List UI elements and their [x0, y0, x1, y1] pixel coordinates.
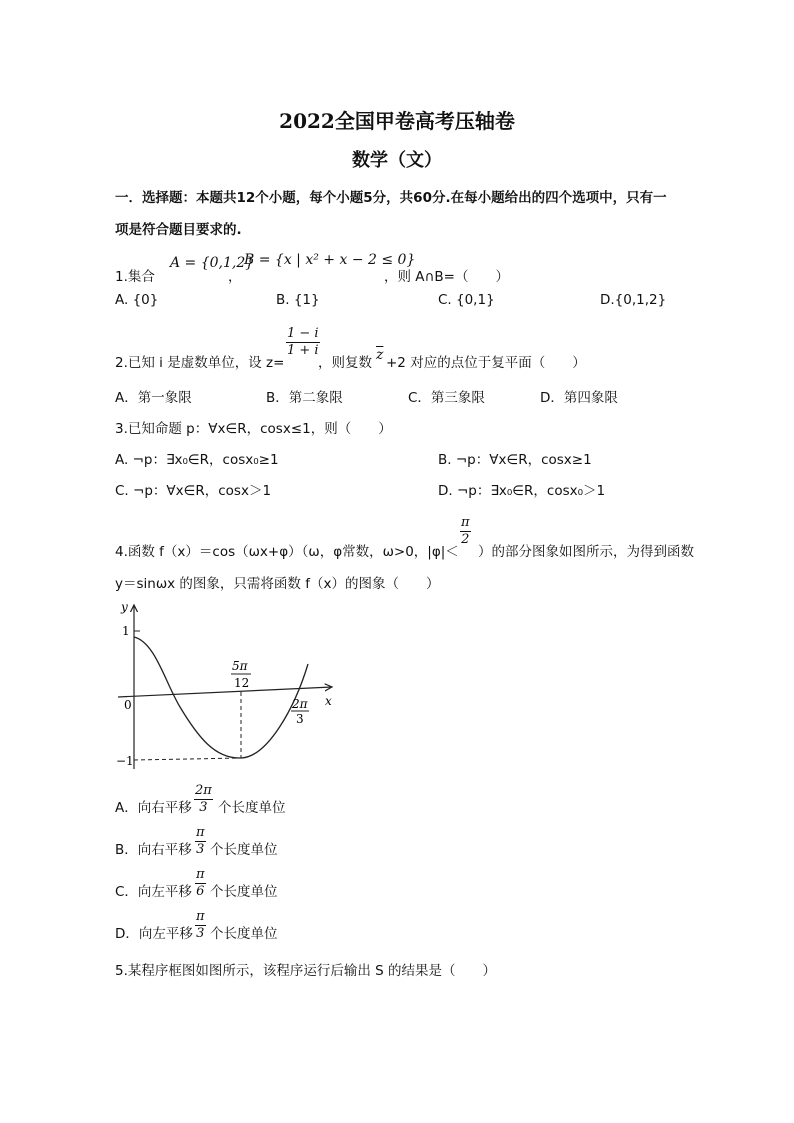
q4-option-b-suffix: 个长度单位	[210, 842, 278, 858]
q1-option-c: C. {0,1}	[438, 292, 495, 308]
q2-option-c: C．第三象限	[408, 390, 485, 406]
q4-option-d-den: 3	[196, 926, 205, 941]
q2-option-a: A．第一象限	[115, 390, 192, 406]
q1-option-b: B. {1}	[276, 292, 320, 308]
q1-set-a: A = {0,1,2}	[170, 255, 255, 271]
q4-option-a-prefix: A．向右平移	[115, 800, 192, 816]
q4-option-a-suffix: 个长度单位	[218, 800, 286, 816]
q1-comma: ，	[228, 269, 242, 285]
x-axis-label: x	[325, 694, 332, 708]
q4-stem-fraction-num: π	[461, 515, 470, 530]
q4-option-c-suffix: 个长度单位	[210, 884, 278, 900]
q4-option-d-num: π	[196, 909, 205, 924]
q4-option-a-den: 3	[199, 800, 208, 815]
q4-stem-b: ）的部分图象如图所示，为得到函数	[478, 544, 694, 560]
q2-suffix: +2 对应的点位于复平面（ ）	[386, 355, 586, 371]
q3-option-a: A. ¬p：∃x₀∈R，cosx₀≥1	[115, 452, 279, 468]
q3-option-c: C. ¬p：∀x∈R，cosx＞1	[115, 483, 272, 499]
q4-option-b-den: 3	[196, 842, 205, 857]
q4-graph	[110, 597, 350, 777]
mark-5pi-12-num: 5π	[232, 659, 248, 673]
q2-option-b: B．第二象限	[266, 390, 343, 406]
q5-stem: 5.某程序框图如图所示，该程序运行后输出 S 的结果是（ ）	[115, 963, 497, 979]
origin-label: 0	[124, 698, 132, 712]
q4-option-a-fraction	[194, 783, 213, 816]
q4-option-d-prefix: D．向左平移	[115, 926, 193, 942]
q4-stem-c: y＝sinωx 的图象，只需将函数 f（x）的图象（ ）	[115, 576, 440, 592]
q2-fraction	[286, 326, 320, 359]
q1-option-d: D.{0,1,2}	[600, 292, 667, 308]
q4-option-a-num: 2π	[195, 783, 212, 798]
mark-2pi-3-num: 2π	[292, 697, 308, 711]
q3-option-d: D. ¬p：∃x₀∈R，cosx₀＞1	[438, 483, 606, 499]
q4-option-b-fraction	[195, 825, 206, 858]
q1-set-b: B = {x | x² + x − 2 ≤ 0}	[244, 252, 416, 268]
q2-prefix: 2.已知 i 是虚数单位，设 z=	[115, 355, 285, 371]
min-dashed-horizontal	[134, 758, 241, 760]
y-neg-one-label: −1	[116, 754, 134, 768]
q4-option-d-suffix: 个长度单位	[210, 926, 278, 942]
q4-stem-fraction-den: 2	[461, 532, 470, 547]
cosine-curve	[134, 637, 308, 758]
q4-stem-a: 4.函数 f（x）＝cos（ωx+φ）（ω，φ常数，ω>0，|φ|＜	[115, 544, 459, 560]
q2-fraction-den: 1 + i	[287, 343, 319, 358]
q1-option-a: A. {0}	[115, 292, 159, 308]
q4-option-c-den: 6	[196, 884, 205, 899]
mark-5pi-12-den: 12	[234, 676, 250, 690]
y-axis-label: y	[121, 600, 128, 614]
q2-zbar: $\overline{z}$	[376, 347, 384, 363]
page-subtitle: 数学（文）	[352, 150, 442, 171]
q4-option-b-prefix: B．向右平移	[115, 842, 192, 858]
q4-option-c-fraction	[195, 867, 206, 900]
mark-2pi-3-den: 3	[296, 712, 304, 726]
q4-stem-fraction	[460, 515, 471, 548]
q4-option-d-fraction	[195, 909, 206, 942]
section-heading-line1: 一．选择题：本题共12个小题，每个小题5分，共60分.在每小题给出的四个选项中，只有一	[115, 190, 667, 206]
q4-option-b-num: π	[196, 825, 205, 840]
q3-option-b: B. ¬p：∀x∈R，cosx≥1	[438, 452, 592, 468]
q2-fraction-num: 1 − i	[287, 326, 319, 341]
y-one-label: 1	[122, 624, 130, 638]
q1-suffix: ，则 A∩B=（ ）	[384, 269, 509, 285]
q2-mid: ，则复数	[318, 355, 372, 371]
q4-option-c-num: π	[196, 867, 205, 882]
section-heading-line2: 项是符合题目要求的.	[115, 222, 242, 238]
q4-option-c-prefix: C．向左平移	[115, 884, 192, 900]
q3-stem: 3.已知命题 p：∀x∈R，cosx≤1，则（ ）	[115, 421, 392, 437]
q1-prefix: 1.集合	[115, 269, 155, 285]
page-title: 2022全国甲卷高考压轴卷	[279, 109, 515, 133]
q2-option-d: D．第四象限	[540, 390, 618, 406]
